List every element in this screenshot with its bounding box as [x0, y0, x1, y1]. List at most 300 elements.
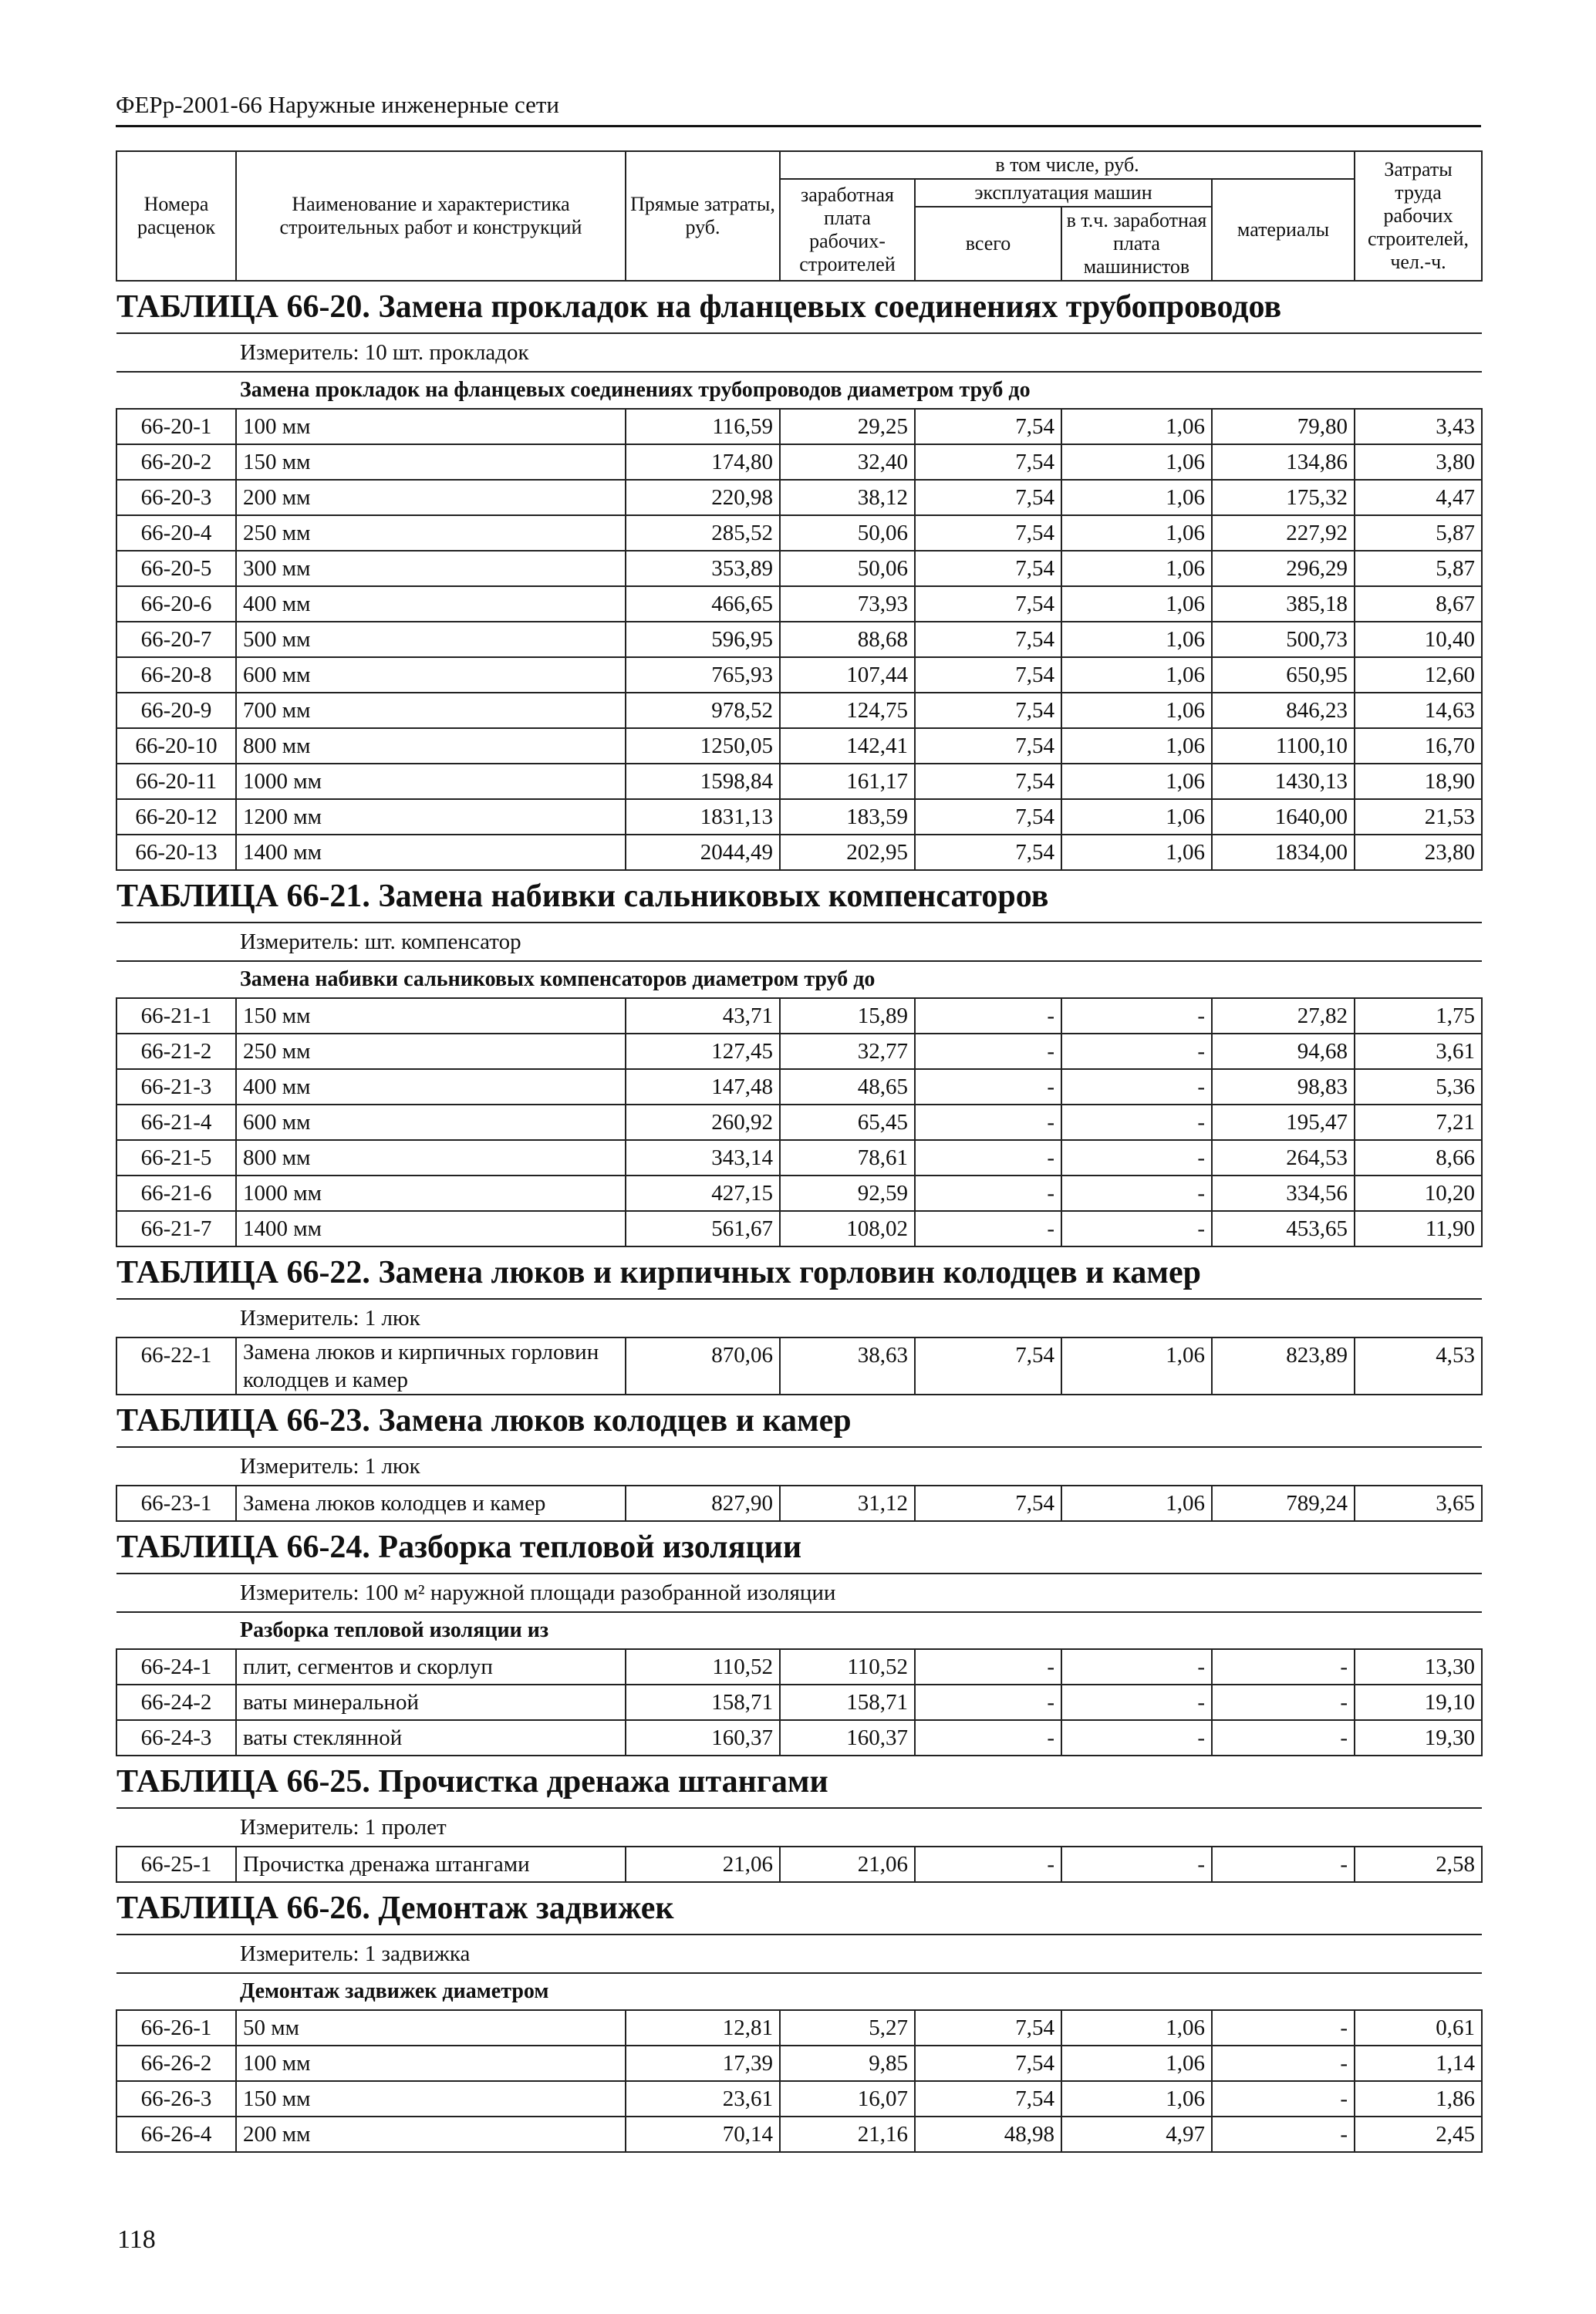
cell-code: 66-21-5: [116, 1140, 236, 1176]
table-row: [116, 1140, 1482, 1176]
cell-code: 66-24-3: [116, 1720, 236, 1756]
cell-name: 100 мм: [236, 2046, 626, 2081]
cell-labor: 19,10: [1355, 1685, 1482, 1720]
cell-machines: -: [915, 1847, 1061, 1882]
cell-machines: -: [915, 1069, 1061, 1105]
table-row: [116, 835, 1482, 870]
running-header: ФЕРр-2001-66 Наружные инженерные сети: [116, 91, 559, 118]
cell-direct: 285,52: [626, 515, 780, 551]
col-name-header: Наименование и характеристика строительных работ и конструкций: [236, 151, 626, 281]
cell-machines: -: [915, 998, 1061, 1034]
cell-direct: 343,14: [626, 1140, 780, 1176]
cell-labor: 16,70: [1355, 728, 1482, 764]
cell-materials: 1834,00: [1212, 835, 1355, 870]
section-meter: Измеритель: 1 люк: [116, 1447, 1482, 1486]
cell-labor: 11,90: [1355, 1211, 1482, 1246]
cell-machines-wage: -: [1061, 1034, 1212, 1069]
cell-labor: 21,53: [1355, 799, 1482, 835]
cell-machines-wage: 1,06: [1061, 728, 1212, 764]
cell-machines: -: [915, 1176, 1061, 1211]
cell-wage: 92,59: [780, 1176, 915, 1211]
cell-labor: 2,58: [1355, 1847, 1482, 1882]
cell-wage: 73,93: [780, 586, 915, 622]
cell-labor: 5,87: [1355, 515, 1482, 551]
cell-machines-wage: 4,97: [1061, 2117, 1212, 2152]
cell-direct: 2044,49: [626, 835, 780, 870]
section-title: ТАБЛИЦА 66-21. Замена набивки сальниковых компенсаторов: [116, 870, 1482, 923]
cell-labor: 8,67: [1355, 586, 1482, 622]
cell-name: 400 мм: [236, 586, 626, 622]
cell-code: 66-20-1: [116, 409, 236, 444]
cell-wage: 124,75: [780, 693, 915, 728]
cell-wage: 161,17: [780, 764, 915, 799]
section-meter-row: [116, 333, 1482, 372]
cell-labor: 1,14: [1355, 2046, 1482, 2081]
cell-materials: -: [1212, 1685, 1355, 1720]
table-row: [116, 998, 1482, 1034]
cell-name: 150 мм: [236, 998, 626, 1034]
col-labor-header: Затраты труда рабочих строителей, чел.-ч.: [1355, 151, 1482, 281]
cell-direct: 827,90: [626, 1486, 780, 1521]
cell-direct: 70,14: [626, 2117, 780, 2152]
cell-materials: -: [1212, 2046, 1355, 2081]
section-meter: Измеритель: 1 пролет: [116, 1808, 1482, 1847]
section-title: ТАБЛИЦА 66-20. Замена прокладок на фланцевых соединениях трубопроводов: [116, 281, 1482, 333]
table-row: [116, 2010, 1482, 2046]
cell-materials: -: [1212, 1720, 1355, 1756]
cell-code: 66-20-10: [116, 728, 236, 764]
cell-labor: 12,60: [1355, 657, 1482, 693]
cell-materials: 1640,00: [1212, 799, 1355, 835]
cell-machines-wage: 1,06: [1061, 1486, 1212, 1521]
section-subtitle-row: [116, 961, 1482, 998]
table-row: [116, 1069, 1482, 1105]
cell-direct: 174,80: [626, 444, 780, 480]
cell-direct: 220,98: [626, 480, 780, 515]
table-row: [116, 1105, 1482, 1140]
cell-wage: 29,25: [780, 409, 915, 444]
cell-machines: 48,98: [915, 2117, 1061, 2152]
table-row: [116, 1486, 1482, 1521]
section-meter-row: [116, 1574, 1482, 1612]
cell-machines-wage: 1,06: [1061, 551, 1212, 586]
col-wage-header: заработная плата рабочих-строителей: [780, 179, 915, 281]
cell-direct: 21,06: [626, 1847, 780, 1882]
cell-name: Прочистка дренажа штангами: [236, 1847, 626, 1882]
table-row: [116, 1685, 1482, 1720]
cell-wage: 142,41: [780, 728, 915, 764]
cell-machines-wage: 1,06: [1061, 515, 1212, 551]
cell-code: 66-21-1: [116, 998, 236, 1034]
cell-machines: 7,54: [915, 657, 1061, 693]
col-group-header: в том числе, руб.: [780, 151, 1355, 179]
cell-machines: -: [915, 1685, 1061, 1720]
cell-labor: 0,61: [1355, 2010, 1482, 2046]
cell-direct: 765,93: [626, 657, 780, 693]
cell-materials: 823,89: [1212, 1337, 1355, 1395]
cell-name: 100 мм: [236, 409, 626, 444]
cell-wage: 32,40: [780, 444, 915, 480]
cell-machines: 7,54: [915, 2010, 1061, 2046]
table-row: [116, 622, 1482, 657]
cell-machines: -: [915, 1649, 1061, 1685]
cell-machines: 7,54: [915, 409, 1061, 444]
cell-materials: 500,73: [1212, 622, 1355, 657]
cell-code: 66-26-1: [116, 2010, 236, 2046]
cell-name: 50 мм: [236, 2010, 626, 2046]
cell-labor: 8,66: [1355, 1140, 1482, 1176]
cell-materials: 94,68: [1212, 1034, 1355, 1069]
cell-machines: 7,54: [915, 835, 1061, 870]
table-body: [116, 281, 1482, 2152]
cell-code: 66-21-4: [116, 1105, 236, 1140]
table-row: [116, 444, 1482, 480]
section-subtitle: Замена прокладок на фланцевых соединениях трубопроводов диаметром труб до: [116, 372, 1482, 409]
cell-machines: -: [915, 1105, 1061, 1140]
table-row: [116, 1720, 1482, 1756]
cell-machines-wage: 1,06: [1061, 480, 1212, 515]
cell-machines-wage: 1,06: [1061, 657, 1212, 693]
section-meter-row: [116, 923, 1482, 961]
table-row: [116, 1211, 1482, 1246]
cell-name: ваты стеклянной: [236, 1720, 626, 1756]
cell-materials: 195,47: [1212, 1105, 1355, 1140]
cell-wage: 108,02: [780, 1211, 915, 1246]
cell-name: плит, сегментов и скорлуп: [236, 1649, 626, 1685]
cell-name: 1200 мм: [236, 799, 626, 835]
cell-code: 66-20-6: [116, 586, 236, 622]
cell-labor: 5,87: [1355, 551, 1482, 586]
cell-labor: 3,65: [1355, 1486, 1482, 1521]
cell-machines-wage: 1,06: [1061, 2010, 1212, 2046]
cell-labor: 1,86: [1355, 2081, 1482, 2117]
cell-name: 600 мм: [236, 1105, 626, 1140]
cell-name: ваты минеральной: [236, 1685, 626, 1720]
cell-code: 66-20-2: [116, 444, 236, 480]
rates-table: [116, 150, 1483, 2153]
cell-machines-wage: -: [1061, 1069, 1212, 1105]
table-row: [116, 551, 1482, 586]
cell-machines-wage: 1,06: [1061, 444, 1212, 480]
cell-direct: 870,06: [626, 1337, 780, 1395]
section-title: ТАБЛИЦА 66-24. Разборка тепловой изоляции: [116, 1521, 1482, 1574]
table-row: [116, 1649, 1482, 1685]
cell-wage: 9,85: [780, 2046, 915, 2081]
table-header: [116, 151, 1482, 281]
cell-machines-wage: -: [1061, 1720, 1212, 1756]
cell-wage: 32,77: [780, 1034, 915, 1069]
cell-name: 300 мм: [236, 551, 626, 586]
cell-name: 200 мм: [236, 480, 626, 515]
cell-wage: 65,45: [780, 1105, 915, 1140]
section-subtitle-row: [116, 372, 1482, 409]
section-meter-row: [116, 1935, 1482, 1973]
cell-code: 66-21-7: [116, 1211, 236, 1246]
cell-materials: -: [1212, 1847, 1355, 1882]
page-number: 118: [117, 2225, 156, 2254]
table-row: [116, 764, 1482, 799]
cell-wage: 50,06: [780, 515, 915, 551]
cell-wage: 158,71: [780, 1685, 915, 1720]
table-row: [116, 2117, 1482, 2152]
cell-machines: 7,54: [915, 480, 1061, 515]
cell-labor: 5,36: [1355, 1069, 1482, 1105]
cell-materials: 334,56: [1212, 1176, 1355, 1211]
cell-machines: 7,54: [915, 693, 1061, 728]
cell-name: 800 мм: [236, 728, 626, 764]
cell-wage: 88,68: [780, 622, 915, 657]
cell-machines-wage: 1,06: [1061, 409, 1212, 444]
cell-wage: 183,59: [780, 799, 915, 835]
cell-code: 66-26-2: [116, 2046, 236, 2081]
cell-machines: -: [915, 1211, 1061, 1246]
cell-wage: 16,07: [780, 2081, 915, 2117]
cell-direct: 1250,05: [626, 728, 780, 764]
cell-machines-wage: -: [1061, 1847, 1212, 1882]
cell-name: 700 мм: [236, 693, 626, 728]
cell-machines: 7,54: [915, 728, 1061, 764]
cell-machines-wage: 1,06: [1061, 835, 1212, 870]
cell-machines-wage: 1,06: [1061, 764, 1212, 799]
cell-materials: 1430,13: [1212, 764, 1355, 799]
section-meter: Измеритель: 1 люк: [116, 1299, 1482, 1337]
cell-machines: 7,54: [915, 586, 1061, 622]
cell-machines-wage: 1,06: [1061, 622, 1212, 657]
cell-wage: 48,65: [780, 1069, 915, 1105]
cell-name: 1400 мм: [236, 1211, 626, 1246]
table-section-title: [116, 1756, 1482, 1808]
col-direct-header: Прямые затраты, руб.: [626, 151, 780, 281]
col-code-header: Номера расценок: [116, 151, 236, 281]
cell-code: 66-20-12: [116, 799, 236, 835]
table-section-title: [116, 1246, 1482, 1299]
cell-code: 66-20-7: [116, 622, 236, 657]
cell-wage: 160,37: [780, 1720, 915, 1756]
table-row: [116, 657, 1482, 693]
cell-materials: 789,24: [1212, 1486, 1355, 1521]
cell-materials: 453,65: [1212, 1211, 1355, 1246]
cell-name: 1000 мм: [236, 764, 626, 799]
cell-labor: 2,45: [1355, 2117, 1482, 2152]
cell-materials: -: [1212, 1649, 1355, 1685]
table-row: [116, 1034, 1482, 1069]
cell-name: Замена люков и кирпичных горловин колодцев и камер: [236, 1337, 626, 1395]
cell-labor: 23,80: [1355, 835, 1482, 870]
cell-wage: 78,61: [780, 1140, 915, 1176]
cell-labor: 1,75: [1355, 998, 1482, 1034]
cell-machines-wage: 1,06: [1061, 693, 1212, 728]
cell-labor: 10,40: [1355, 622, 1482, 657]
section-meter: Измеритель: 1 задвижка: [116, 1935, 1482, 1973]
cell-name: 800 мм: [236, 1140, 626, 1176]
col-machines-total-header: всего: [915, 207, 1061, 281]
table-section-title: [116, 1882, 1482, 1935]
cell-code: 66-23-1: [116, 1486, 236, 1521]
table-row: [116, 480, 1482, 515]
cell-materials: 1100,10: [1212, 728, 1355, 764]
cell-code: 66-20-13: [116, 835, 236, 870]
section-meter-row: [116, 1299, 1482, 1337]
cell-name: Замена люков колодцев и камер: [236, 1486, 626, 1521]
cell-labor: 14,63: [1355, 693, 1482, 728]
table-section-title: [116, 1521, 1482, 1574]
cell-labor: 19,30: [1355, 1720, 1482, 1756]
cell-labor: 3,43: [1355, 409, 1482, 444]
cell-code: 66-25-1: [116, 1847, 236, 1882]
cell-name: 250 мм: [236, 1034, 626, 1069]
cell-machines: 7,54: [915, 551, 1061, 586]
cell-direct: 978,52: [626, 693, 780, 728]
cell-machines: 7,54: [915, 799, 1061, 835]
section-title: ТАБЛИЦА 66-22. Замена люков и кирпичных горловин колодцев и камер: [116, 1246, 1482, 1299]
col-machines-wage-header: в т.ч. заработная плата машинистов: [1061, 207, 1212, 281]
cell-machines-wage: 1,06: [1061, 586, 1212, 622]
cell-materials: 385,18: [1212, 586, 1355, 622]
cell-machines: 7,54: [915, 2081, 1061, 2117]
cell-code: 66-21-6: [116, 1176, 236, 1211]
table-row: [116, 586, 1482, 622]
cell-direct: 17,39: [626, 2046, 780, 2081]
cell-materials: -: [1212, 2117, 1355, 2152]
section-subtitle: Замена набивки сальниковых компенсаторов диаметром труб до: [116, 961, 1482, 998]
cell-machines-wage: -: [1061, 1176, 1212, 1211]
cell-wage: 110,52: [780, 1649, 915, 1685]
cell-direct: 160,37: [626, 1720, 780, 1756]
cell-machines: 7,54: [915, 1337, 1061, 1395]
cell-direct: 596,95: [626, 622, 780, 657]
cell-wage: 50,06: [780, 551, 915, 586]
cell-code: 66-24-2: [116, 1685, 236, 1720]
cell-materials: -: [1212, 2010, 1355, 2046]
cell-direct: 12,81: [626, 2010, 780, 2046]
cell-name: 150 мм: [236, 2081, 626, 2117]
cell-direct: 353,89: [626, 551, 780, 586]
section-title: ТАБЛИЦА 66-25. Прочистка дренажа штангами: [116, 1756, 1482, 1808]
cell-wage: 107,44: [780, 657, 915, 693]
cell-name: 1000 мм: [236, 1176, 626, 1211]
section-title: ТАБЛИЦА 66-26. Демонтаж задвижек: [116, 1882, 1482, 1935]
cell-direct: 1831,13: [626, 799, 780, 835]
cell-materials: 296,29: [1212, 551, 1355, 586]
cell-materials: -: [1212, 2081, 1355, 2117]
table-row: [116, 2081, 1482, 2117]
section-subtitle: Демонтаж задвижек диаметром: [116, 1973, 1482, 2010]
cell-wage: 21,16: [780, 2117, 915, 2152]
cell-machines: 7,54: [915, 515, 1061, 551]
cell-wage: 15,89: [780, 998, 915, 1034]
table-row: [116, 728, 1482, 764]
cell-direct: 116,59: [626, 409, 780, 444]
cell-name: 500 мм: [236, 622, 626, 657]
cell-direct: 1598,84: [626, 764, 780, 799]
table-row: [116, 693, 1482, 728]
cell-direct: 158,71: [626, 1685, 780, 1720]
cell-direct: 561,67: [626, 1211, 780, 1246]
section-meter-row: [116, 1808, 1482, 1847]
section-meter: Измеритель: 10 шт. прокладок: [116, 333, 1482, 372]
cell-direct: 466,65: [626, 586, 780, 622]
table-section-title: [116, 1395, 1482, 1447]
cell-machines: 7,54: [915, 1486, 1061, 1521]
cell-machines: -: [915, 1140, 1061, 1176]
cell-labor: 18,90: [1355, 764, 1482, 799]
table-section-title: [116, 870, 1482, 923]
cell-labor: 4,47: [1355, 480, 1482, 515]
table-row: [116, 2046, 1482, 2081]
cell-materials: 264,53: [1212, 1140, 1355, 1176]
table-row: [116, 409, 1482, 444]
cell-code: 66-21-2: [116, 1034, 236, 1069]
section-meter: Измеритель: шт. компенсатор: [116, 923, 1482, 961]
cell-materials: 27,82: [1212, 998, 1355, 1034]
cell-direct: 110,52: [626, 1649, 780, 1685]
cell-wage: 202,95: [780, 835, 915, 870]
cell-machines: 7,54: [915, 764, 1061, 799]
cell-wage: 31,12: [780, 1486, 915, 1521]
cell-code: 66-20-9: [116, 693, 236, 728]
cell-direct: 260,92: [626, 1105, 780, 1140]
col-materials-header: материалы: [1212, 179, 1355, 281]
section-meter-row: [116, 1447, 1482, 1486]
cell-wage: 5,27: [780, 2010, 915, 2046]
cell-name: 600 мм: [236, 657, 626, 693]
cell-direct: 127,45: [626, 1034, 780, 1069]
cell-code: 66-22-1: [116, 1337, 236, 1395]
cell-machines-wage: 1,06: [1061, 2046, 1212, 2081]
cell-machines: 7,54: [915, 2046, 1061, 2081]
cell-machines-wage: -: [1061, 1685, 1212, 1720]
cell-code: 66-24-1: [116, 1649, 236, 1685]
cell-machines: 7,54: [915, 444, 1061, 480]
cell-materials: 227,92: [1212, 515, 1355, 551]
cell-wage: 21,06: [780, 1847, 915, 1882]
cell-direct: 147,48: [626, 1069, 780, 1105]
cell-materials: 175,32: [1212, 480, 1355, 515]
cell-machines-wage: -: [1061, 1649, 1212, 1685]
header-rule: [116, 125, 1481, 127]
cell-wage: 38,63: [780, 1337, 915, 1395]
cell-machines-wage: 1,06: [1061, 799, 1212, 835]
cell-machines-wage: -: [1061, 1211, 1212, 1246]
table-row: [116, 1337, 1482, 1395]
cell-code: 66-20-5: [116, 551, 236, 586]
cell-machines-wage: 1,06: [1061, 1337, 1212, 1395]
cell-labor: 3,80: [1355, 444, 1482, 480]
cell-labor: 3,61: [1355, 1034, 1482, 1069]
cell-direct: 43,71: [626, 998, 780, 1034]
cell-code: 66-21-3: [116, 1069, 236, 1105]
section-subtitle-row: [116, 1612, 1482, 1649]
table-row: [116, 1847, 1482, 1882]
cell-labor: 10,20: [1355, 1176, 1482, 1211]
cell-machines-wage: -: [1061, 1140, 1212, 1176]
cell-machines: -: [915, 1034, 1061, 1069]
cell-name: 400 мм: [236, 1069, 626, 1105]
cell-code: 66-20-11: [116, 764, 236, 799]
section-title: ТАБЛИЦА 66-23. Замена люков колодцев и камер: [116, 1395, 1482, 1447]
cell-name: 150 мм: [236, 444, 626, 480]
cell-machines-wage: -: [1061, 998, 1212, 1034]
section-subtitle-row: [116, 1973, 1482, 2010]
cell-materials: 650,95: [1212, 657, 1355, 693]
cell-materials: 98,83: [1212, 1069, 1355, 1105]
cell-machines-wage: -: [1061, 1105, 1212, 1140]
cell-code: 66-20-4: [116, 515, 236, 551]
cell-name: 1400 мм: [236, 835, 626, 870]
cell-direct: 23,61: [626, 2081, 780, 2117]
table-row: [116, 799, 1482, 835]
table-row: [116, 1176, 1482, 1211]
